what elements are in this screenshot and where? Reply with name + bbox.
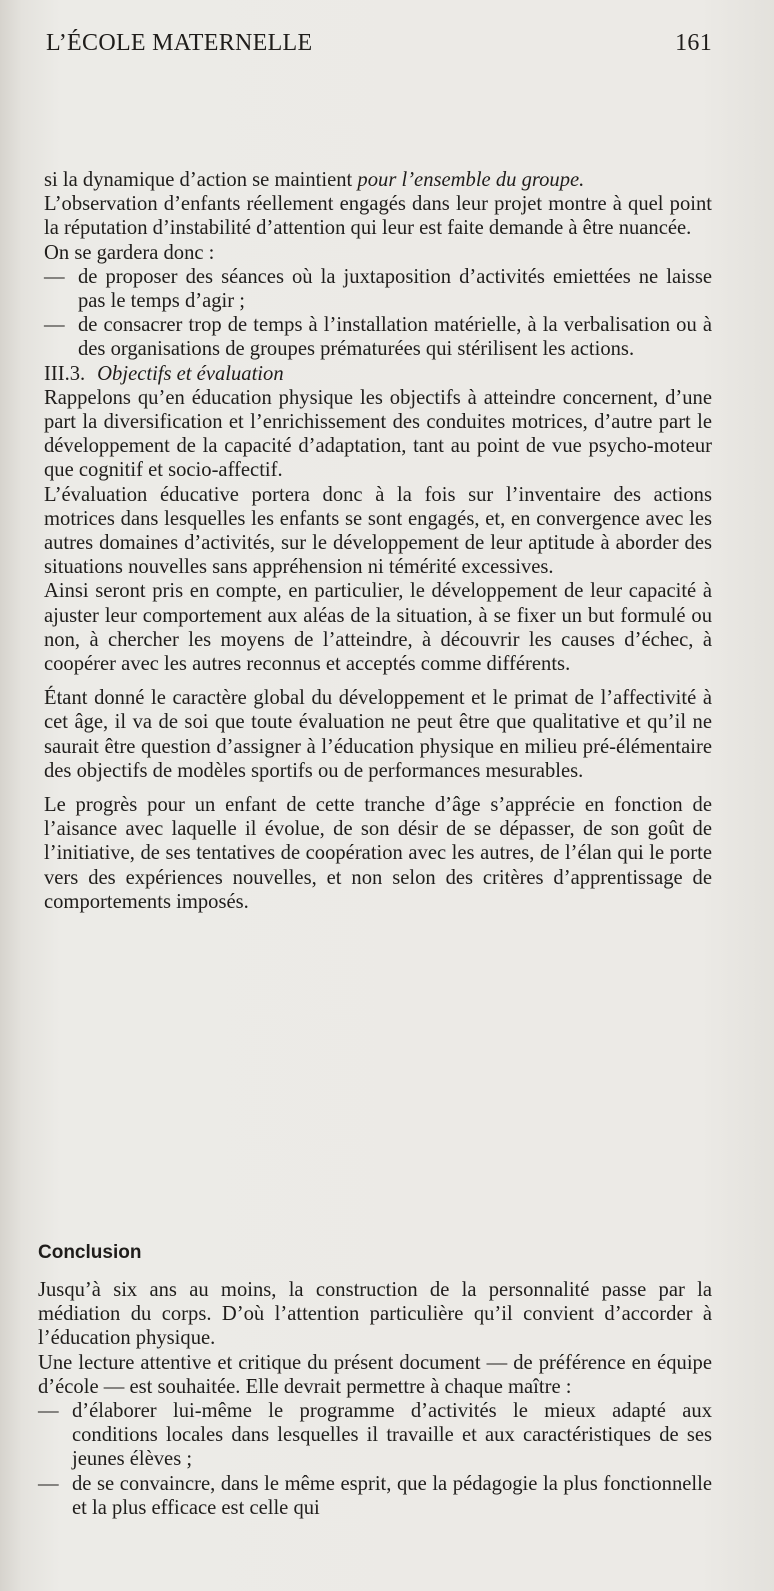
- dash-bullet: —: [44, 314, 65, 337]
- section-number: III.3.: [44, 362, 86, 385]
- list-item: [38, 1472, 712, 1520]
- list-item-text: de proposer des séances où la juxtaposition d’activités emiettées ne laisse pas le temps d’agir ;: [78, 265, 712, 313]
- running-head: [46, 30, 712, 57]
- paragraph: L’évaluation éducative portera donc à la fois sur l’inventaire des actions motrices dans lesquelles les enfants se sont engagés, et, en convergence avec les autres domaines d’activités, sur le développement de leur aptitude à aborder des situations nouvelles sans appréhension ni témérité excessives.: [44, 483, 712, 579]
- paragraph: [44, 168, 712, 192]
- list-item-text: d’élaborer lui-même le programme d’activités le mieux adapté aux conditions locales dans lesquelles il travaille et aux caractéristiques de ses jeunes élèves ;: [72, 1400, 712, 1471]
- dash-bullet: —: [38, 1400, 59, 1423]
- list-item-text: de se convaincre, dans le même esprit, que la pédagogie la plus fonctionnelle et la plus efficace est celle qui: [72, 1472, 712, 1519]
- paragraph-text: si la dynamique d’action se maintient: [44, 169, 353, 191]
- list-item: [38, 1399, 712, 1472]
- paragraph: Étant donné le caractère global du développement et le primat de l’affectivité à cet âge, il va de soi que toute évaluation ne peut être que qualitative et qu’il ne saurait être question d’assigner à l’éducation physique en milieu pré-élémentaire des objectifs de modèles sportifs ou de performances mesurables.: [44, 687, 712, 782]
- chapter-title: L’ÉCOLE MATERNELLE: [46, 30, 313, 56]
- paragraph: Jusqu’à six ans au moins, la construction de la personnalité passe par la médiation du corps. D’où l’attention particulière qu’il convient d’accorder à l’éducation physique.: [38, 1279, 712, 1350]
- section-title: Objectifs et évaluation: [97, 362, 284, 385]
- paragraph: On se gardera donc :: [44, 241, 215, 264]
- paragraph: Le progrès pour un enfant de cette tranche d’âge s’apprécie en fonction de l’aisance avec laquelle il évolue, de son désir de se dépasser, de son goût de l’initiative, de ses tentatives de coopération avec les autres, de l’élan qui le porte vers des expériences nouvelles, et non selon des critères d’apprentissage de comportements imposés.: [44, 794, 712, 913]
- list-item: [44, 265, 712, 313]
- emphasis-text: pour l’ensemble du groupe.: [357, 169, 585, 191]
- conclusion-text: [38, 1278, 712, 1520]
- paragraph: Rappelons qu’en éducation physique les objectifs à atteindre concernent, d’une part la diversification et l’enrichissement des conduites motrices, d’autre part le développement de la capacité d’adaptation, tant au point de vue psycho-moteur que cognitif et socio-affectif.: [44, 386, 712, 482]
- paragraph: Ainsi seront pris en compte, en particulier, le développement de leur capacité à ajuster leur comportement aux aléas de la situation, à se fixer un but formulé ou non, à chercher les moyens de l’atteindre, à découvrir les causes d’échec, à coopérer avec les autres reconnus et acceptés comme différents.: [44, 580, 712, 676]
- paragraph: L’observation d’enfants réellement engagés dans leur projet montre à quel point la réputation d’instabilité d’attention qui leur est faite demande à être nuancée.: [44, 193, 712, 240]
- main-text: [44, 168, 712, 914]
- dash-bullet: —: [38, 1472, 59, 1495]
- paragraph: Une lecture attentive et critique du présent document — de préférence en équipe d’école — est souhaitée. Elle devrait permettre à chaque maître :: [38, 1351, 712, 1398]
- conclusion-heading: Conclusion: [38, 1242, 142, 1263]
- section-heading: [44, 362, 712, 386]
- page-number: 161: [675, 30, 712, 56]
- list-item: [44, 313, 712, 361]
- list-item-text: de consacrer trop de temps à l’installation matérielle, à la verbalisation ou à des organisations de groupes prématurées qui stérilisent les actions.: [78, 314, 712, 361]
- dash-bullet: —: [44, 265, 65, 288]
